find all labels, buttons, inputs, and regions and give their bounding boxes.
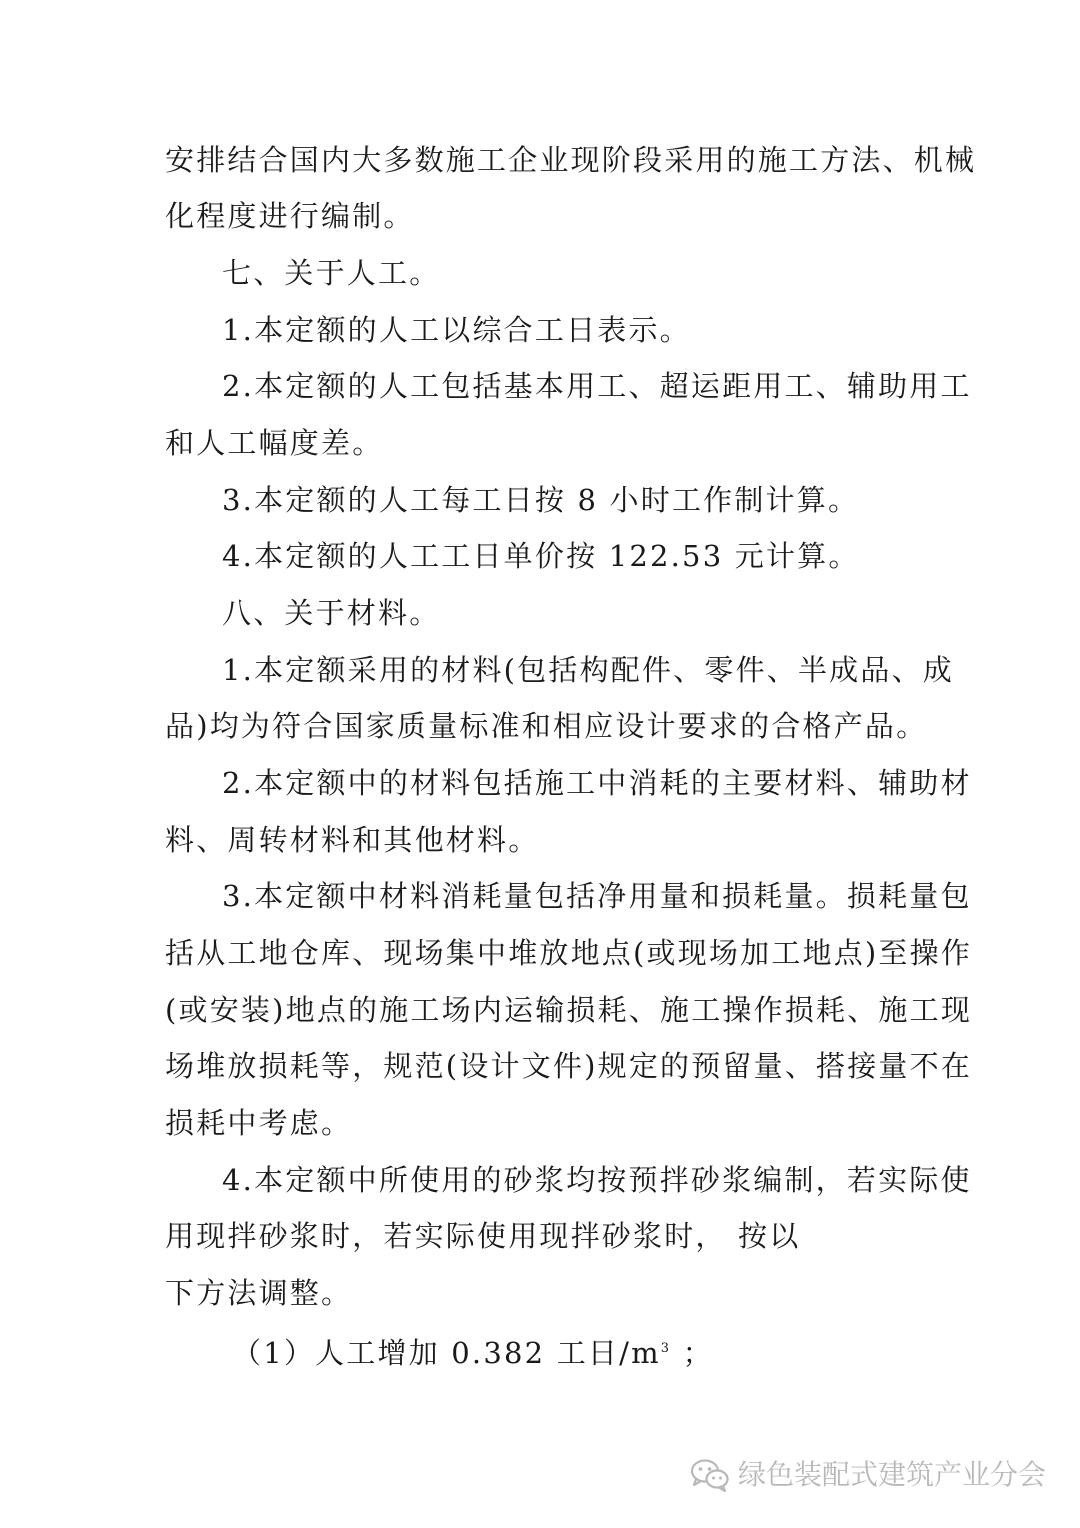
paragraph-line: 和人工幅度差。	[165, 426, 384, 460]
list-item-text: （1）人工增加 0.382 工日/m	[232, 1336, 661, 1370]
list-item	[232, 1333, 992, 1373]
paragraph-line: 用现拌砂浆时，若实际使用现拌砂浆时， 按以	[165, 1219, 801, 1253]
paragraph-line: 括从工地仓库、现场集中堆放地点(或现场加工地点)至操作	[165, 936, 973, 970]
paragraph-line: 品)均为符合国家质量标准和相应设计要求的合格产品。	[165, 709, 928, 743]
section-heading: 八、关于材料。	[222, 596, 441, 630]
watermark-text: 绿色装配式建筑产业分会	[737, 1458, 1046, 1491]
paragraph-line: 1.本定额的人工以综合工日表示。	[222, 313, 691, 347]
unit-superscript: 3	[660, 1341, 672, 1356]
paragraph-line: 4.本定额中所使用的砂浆均按预拌砂浆编制，若实际使	[222, 1163, 972, 1197]
watermark	[690, 1455, 1046, 1495]
paragraph-line: 场堆放损耗等，规范(设计文件)规定的预留量、搭接量不在	[165, 1049, 973, 1083]
paragraph-line: 料、周转材料和其他材料。	[165, 823, 540, 857]
list-item-suffix: ；	[671, 1336, 714, 1370]
paragraph-line: 2.本定额中的材料包括施工中消耗的主要材料、辅助材	[222, 766, 972, 800]
paragraph-line: 3.本定额的人工每工日按 8 小时工作制计算。	[222, 483, 860, 517]
paragraph-line: 化程度进行编制。	[165, 199, 415, 233]
wechat-icon	[690, 1458, 730, 1492]
section-heading: 七、关于人工。	[222, 256, 441, 290]
paragraph-line: (或安装)地点的施工场内运输损耗、施工操作损耗、施工现	[165, 993, 973, 1027]
paragraph-line: 1.本定额采用的材料(包括构配件、零件、半成品、成	[222, 653, 954, 687]
paragraph-line: 损耗中考虑。	[165, 1106, 353, 1140]
paragraph-line: 2.本定额的人工包括基本用工、超运距用工、辅助用工	[222, 369, 972, 403]
paragraph-line: 3.本定额中材料消耗量包括净用量和损耗量。损耗量包	[222, 879, 972, 913]
paragraph-line: 4.本定额的人工工日单价按 122.53 元计算。	[222, 539, 860, 573]
paragraph-line: 下方法调整。	[165, 1276, 353, 1310]
paragraph-line: 安排结合国内大多数施工企业现阶段采用的施工方法、机械	[165, 143, 977, 177]
